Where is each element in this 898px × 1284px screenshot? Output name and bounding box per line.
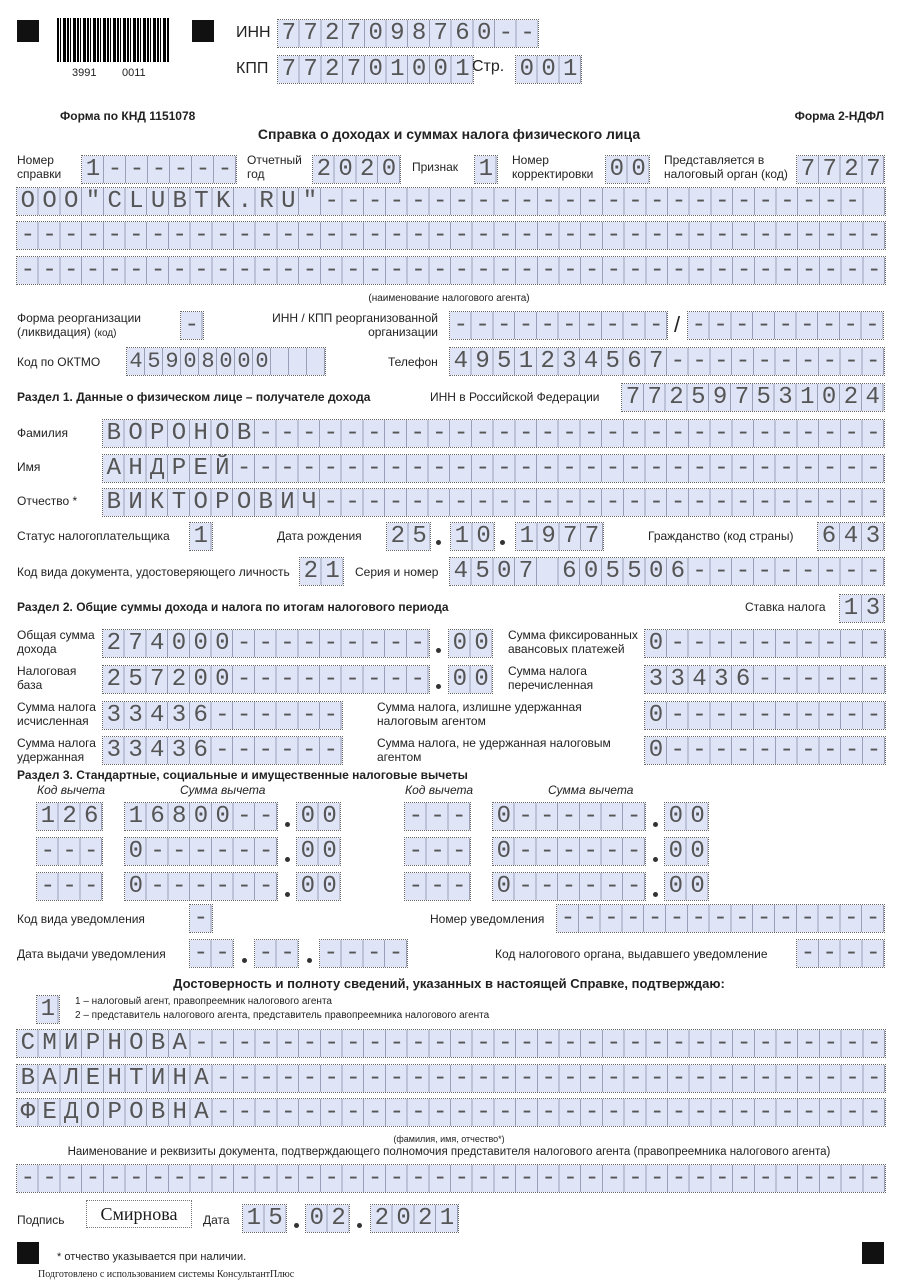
citizenship-field[interactable]: 643 bbox=[818, 523, 884, 550]
deduction-sum-field[interactable]: 0------ bbox=[125, 838, 277, 865]
signature[interactable]: Смирнова bbox=[86, 1200, 192, 1228]
income-kop-field[interactable]: 00 bbox=[449, 630, 492, 657]
deduction-kop-field[interactable]: 00 bbox=[297, 803, 340, 830]
corner-marker bbox=[192, 20, 214, 42]
notice-number-label: Номер уведомления bbox=[430, 912, 545, 926]
oktmo-label: Код по ОКТМО bbox=[17, 355, 101, 369]
deduction-kop-field[interactable]: 00 bbox=[665, 803, 708, 830]
deduction-code-field[interactable]: --- bbox=[405, 873, 470, 900]
series-number-field[interactable]: 4507 605506--------- bbox=[450, 558, 884, 585]
withheld-label: Сумма налога удержанная bbox=[17, 736, 96, 764]
agent-name-line-3[interactable]: ---------------------------------------- bbox=[17, 257, 885, 284]
calculated-label: Сумма налога исчисленная bbox=[17, 700, 96, 728]
signer-name-field[interactable]: ВАЛЕНТИНА------------------------------- bbox=[17, 1065, 885, 1092]
notice-date-label: Дата выдачи уведомления bbox=[17, 947, 166, 961]
notice-month-field[interactable]: -- bbox=[255, 940, 298, 967]
representative-doc-field[interactable]: ---------------------------------------- bbox=[17, 1165, 885, 1192]
year-label: Отчетный год bbox=[247, 153, 302, 181]
year-field[interactable]: 2020 bbox=[313, 156, 400, 183]
kpp-label: КПП bbox=[236, 60, 269, 77]
income-field[interactable]: 274000--------- bbox=[103, 630, 429, 657]
barcode-number: 0011 bbox=[122, 67, 146, 79]
date-label: Дата bbox=[203, 1213, 230, 1227]
reorg-label: Форма реорганизации (ликвидация) (код) bbox=[17, 311, 141, 339]
page-title: Справка о доходах и суммах налога физического лица bbox=[257, 126, 641, 142]
name-field[interactable]: АНДРЕЙ------------------------------ bbox=[103, 455, 884, 482]
tax-office-field[interactable]: 7727 bbox=[797, 156, 884, 183]
agent-name-line-1[interactable]: ООО"CLUBTK.RU"------------------------- bbox=[17, 188, 885, 215]
knd-code: Форма по КНД 1151078 bbox=[60, 109, 196, 123]
notice-type-label: Код вида уведомления bbox=[17, 912, 145, 926]
notice-org-label: Код налогового органа, выдавшего уведомление bbox=[495, 947, 768, 961]
date-separator bbox=[357, 1223, 362, 1228]
phone-label: Телефон bbox=[388, 355, 438, 369]
agent-name-line-2[interactable]: ---------------------------------------- bbox=[17, 222, 885, 249]
page-label: Стр. bbox=[472, 58, 505, 75]
status-label: Статус налогоплательщика bbox=[17, 529, 170, 543]
deduction-sum-field[interactable]: 0------ bbox=[493, 803, 645, 830]
form-name: Форма 2-НДФЛ bbox=[794, 109, 884, 123]
certificate-number-field[interactable]: 1------ bbox=[82, 156, 236, 183]
income-label: Общая сумма дохода bbox=[17, 628, 95, 656]
barcode bbox=[57, 18, 170, 62]
deduction-sum-field[interactable]: 0------ bbox=[493, 873, 645, 900]
decimal-separator bbox=[653, 822, 658, 827]
deduction-kop-field[interactable]: 00 bbox=[665, 873, 708, 900]
corner-marker bbox=[17, 20, 39, 42]
fio-caption: (фамилия, имя, отчество*) bbox=[393, 1134, 505, 1144]
notice-type-field[interactable]: - bbox=[190, 905, 212, 932]
surname-field[interactable]: ВОРОНОВ----------------------------- bbox=[103, 420, 884, 447]
section-2-title: Раздел 2. Общие суммы дохода и налога по итогам налогового периода bbox=[17, 600, 449, 614]
signature-label: Подпись bbox=[17, 1213, 65, 1227]
name-label: Имя bbox=[17, 460, 41, 474]
rate-label: Ставка налога bbox=[745, 600, 826, 614]
transferred-label: Сумма налога перечисленная bbox=[508, 664, 594, 692]
person-inn-field[interactable]: 772597531024 bbox=[622, 384, 884, 411]
tax-office-label: Представляется в налоговый орган (код) bbox=[664, 153, 788, 181]
date-separator bbox=[436, 540, 441, 545]
calculated-field[interactable]: 33436------ bbox=[103, 702, 342, 729]
date-separator bbox=[242, 958, 247, 963]
code-header: Код вычета bbox=[405, 783, 474, 797]
deduction-kop-field[interactable]: 00 bbox=[665, 838, 708, 865]
excess-label: Сумма налога, излишне удержанная налоговым агентом bbox=[377, 700, 582, 728]
decimal-separator bbox=[285, 822, 290, 827]
barcode-number: 3991 bbox=[72, 67, 97, 79]
withheld-field[interactable]: 33436------ bbox=[103, 737, 342, 764]
excess-field[interactable]: 0---------- bbox=[645, 702, 885, 729]
correction-label: Номер корректировки bbox=[512, 153, 594, 181]
inn-rf-label: ИНН в Российской Федерации bbox=[430, 390, 600, 404]
reorg-kpp-field[interactable]: --------- bbox=[688, 312, 883, 339]
transferred-field[interactable]: 33436------ bbox=[645, 666, 885, 693]
doc-caption: Наименование и реквизиты документа, подтверждающего полномочия представителя налогового агента (правопреемника налогового агента) bbox=[67, 1146, 831, 1158]
reorg-field[interactable]: - bbox=[181, 312, 203, 339]
rate-field[interactable]: 13 bbox=[840, 595, 884, 622]
sign-month-field[interactable]: 02 bbox=[306, 1205, 349, 1232]
inn-field[interactable]: 7727098760-- bbox=[278, 20, 538, 47]
deduction-sum-field[interactable]: 0------ bbox=[493, 838, 645, 865]
base-label: Налоговая база bbox=[17, 664, 77, 692]
deduction-code-field[interactable]: 126 bbox=[37, 803, 102, 830]
doc-code-label: Код вида документа, удостоверяющего личность bbox=[17, 565, 290, 579]
date-separator bbox=[500, 540, 505, 545]
birth-month-field[interactable]: 10 bbox=[451, 523, 494, 550]
deduction-sum-field[interactable]: 16800-- bbox=[125, 803, 277, 830]
deduction-kop-field[interactable]: 00 bbox=[297, 838, 340, 865]
sign-label: Признак bbox=[412, 160, 459, 174]
patronymic-label: Отчество * bbox=[17, 494, 78, 508]
agent-name-caption: (наименование налогового агента) bbox=[368, 293, 530, 304]
decimal-separator bbox=[653, 857, 658, 862]
patronymic-field[interactable]: ВИКТОРОВИЧ-------------------------- bbox=[103, 489, 884, 516]
sum-header: Сумма вычета bbox=[180, 783, 266, 797]
deduction-sum-field[interactable]: 0------ bbox=[125, 873, 277, 900]
deduction-code-field[interactable]: --- bbox=[405, 838, 470, 865]
birth-year-field[interactable]: 1977 bbox=[516, 523, 603, 550]
deduction-code-field[interactable]: --- bbox=[37, 838, 102, 865]
citizenship-label: Гражданство (код страны) bbox=[648, 529, 794, 543]
reorg-inn-label: ИНН / КПП реорганизованной организации bbox=[272, 311, 438, 339]
status-field[interactable]: 1 bbox=[190, 523, 212, 550]
oktmo-field[interactable]: 45908000 bbox=[127, 348, 325, 375]
phone-field[interactable]: 4951234567---------- bbox=[450, 348, 884, 375]
decimal-separator bbox=[436, 684, 441, 689]
confirm-title: Достоверность и полноту сведений, указанных в настоящей Справке, подтверждаю: bbox=[173, 976, 725, 991]
not-withheld-label: Сумма налога, не удержанная налоговым агентом bbox=[377, 736, 611, 764]
signer-patronymic-field[interactable]: ФЕДОРОВНА------------------------------- bbox=[17, 1099, 885, 1126]
deduction-kop-field[interactable]: 00 bbox=[297, 873, 340, 900]
signer-surname-field[interactable]: СМИРНОВА-------------------------------- bbox=[17, 1030, 885, 1057]
surname-label: Фамилия bbox=[17, 426, 68, 440]
kpp-field[interactable]: 772701001 bbox=[278, 56, 473, 83]
date-separator bbox=[307, 958, 312, 963]
correction-field[interactable]: 00 bbox=[606, 156, 649, 183]
base-kop-field[interactable]: 00 bbox=[449, 666, 492, 693]
corner-marker bbox=[17, 1242, 39, 1264]
notice-year-field[interactable]: ---- bbox=[320, 940, 407, 967]
fixed-field[interactable]: 0---------- bbox=[645, 630, 885, 657]
corner-marker bbox=[862, 1242, 884, 1264]
not-withheld-field[interactable]: 0---------- bbox=[645, 737, 885, 764]
confirm-option-1: 1 – налоговый агент, правопреемник налогового агента bbox=[75, 996, 332, 1007]
sign-year-field[interactable]: 2021 bbox=[371, 1205, 458, 1232]
prepared-note: Подготовлено с использованием системы КонсультантПлюс bbox=[38, 1269, 295, 1280]
doc-code-field[interactable]: 21 bbox=[300, 558, 343, 585]
decimal-separator bbox=[653, 892, 658, 897]
date-separator bbox=[294, 1223, 299, 1228]
confirm-type-field[interactable]: 1 bbox=[37, 996, 59, 1023]
decimal-separator bbox=[285, 857, 290, 862]
series-label: Серия и номер bbox=[355, 565, 439, 579]
sign-field[interactable]: 1 bbox=[475, 156, 497, 183]
inn-label: ИНН bbox=[236, 24, 271, 41]
sign-day-field[interactable]: 15 bbox=[243, 1205, 286, 1232]
reorg-inn-field[interactable]: ---------- bbox=[450, 312, 667, 339]
section-3-title: Раздел 3. Стандартные, социальные и имущественные налоговые вычеты bbox=[17, 768, 468, 782]
notice-number-field[interactable]: --------------- bbox=[557, 905, 884, 932]
decimal-separator bbox=[285, 892, 290, 897]
deduction-code-field[interactable]: --- bbox=[37, 873, 102, 900]
section-1-title: Раздел 1. Данные о физическом лице – получателе дохода bbox=[17, 390, 371, 404]
code-header: Код вычета bbox=[37, 783, 106, 797]
confirm-option-2: 2 – представитель налогового агента, представитель правопреемника налогового агента bbox=[75, 1010, 490, 1021]
decimal-separator bbox=[436, 648, 441, 653]
sum-header: Сумма вычета bbox=[548, 783, 634, 797]
base-field[interactable]: 257200--------- bbox=[103, 666, 429, 693]
notice-day-field[interactable]: -- bbox=[190, 940, 233, 967]
birth-day-field[interactable]: 25 bbox=[387, 523, 430, 550]
slash: / bbox=[674, 312, 681, 337]
footnote: * отчество указывается при наличии. bbox=[57, 1251, 247, 1263]
notice-org-field[interactable]: ---- bbox=[797, 940, 884, 967]
fixed-label: Сумма фиксированных авансовых платежей bbox=[508, 628, 638, 656]
deduction-code-field[interactable]: --- bbox=[405, 803, 470, 830]
number-label: Номер справки bbox=[17, 153, 62, 181]
birth-label: Дата рождения bbox=[277, 529, 362, 543]
page-field[interactable]: 001 bbox=[516, 56, 581, 83]
